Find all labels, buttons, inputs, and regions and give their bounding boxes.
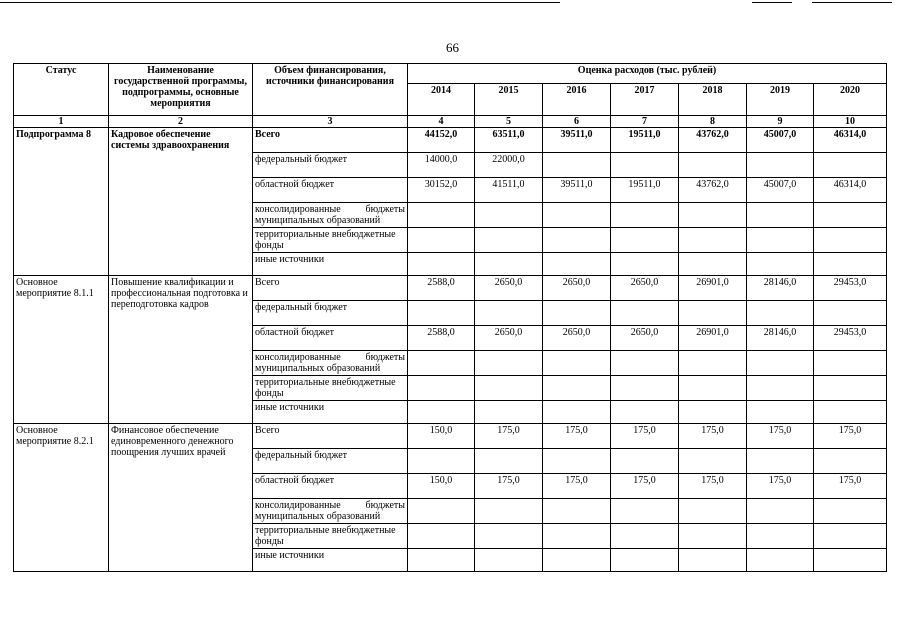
amount-cell	[747, 499, 814, 524]
source-municipal-line2: муниципальных образований	[255, 511, 381, 522]
amount-cell	[679, 228, 747, 253]
header-name: Наименование государственной программы, подпрограммы, основные мероприятия	[109, 64, 253, 116]
row-total	[14, 128, 887, 153]
amount-cell	[543, 253, 611, 276]
source-municipal-line2: муниципальных образований	[255, 363, 381, 374]
amount-cell	[408, 253, 475, 276]
amount-cell	[814, 153, 887, 178]
col-number: 5	[475, 116, 543, 128]
amount-cell	[475, 376, 543, 401]
amount-cell	[611, 228, 679, 253]
amount-cell: 2650,0	[543, 326, 611, 351]
amount-cell	[611, 376, 679, 401]
amount-cell: 46314,0	[814, 178, 887, 203]
source-offbudget: территориальные внебюджетные фонды	[253, 228, 408, 253]
amount-cell	[611, 499, 679, 524]
amount-cell: 29453,0	[814, 276, 887, 301]
amount-cell: 19511,0	[611, 178, 679, 203]
amount-cell	[475, 301, 543, 326]
amount-cell	[611, 549, 679, 572]
amount-cell	[679, 401, 747, 424]
amount-cell	[475, 449, 543, 474]
amount-cell: 150,0	[408, 424, 475, 449]
amount-cell: 175,0	[814, 474, 887, 499]
amount-cell: 175,0	[611, 474, 679, 499]
amount-cell	[475, 401, 543, 424]
amount-cell: 26901,0	[679, 276, 747, 301]
amount-cell: 28146,0	[747, 276, 814, 301]
amount-cell	[611, 253, 679, 276]
col-number: 2	[109, 116, 253, 128]
col-number: 7	[611, 116, 679, 128]
amount-cell: 175,0	[543, 474, 611, 499]
amount-cell: 44152,0	[408, 128, 475, 153]
amount-cell	[611, 351, 679, 376]
amount-cell	[814, 449, 887, 474]
amount-cell	[408, 549, 475, 572]
source-offbudget: территориальные внебюджетные фонды	[253, 524, 408, 549]
source-municipal	[253, 203, 408, 228]
amount-cell: 30152,0	[408, 178, 475, 203]
amount-cell: 175,0	[747, 474, 814, 499]
col-number: 10	[814, 116, 887, 128]
column-number-row	[14, 116, 887, 128]
amount-cell	[475, 203, 543, 228]
amount-cell	[475, 253, 543, 276]
amount-cell: 175,0	[814, 424, 887, 449]
amount-cell	[543, 524, 611, 549]
amount-cell: 26901,0	[679, 326, 747, 351]
amount-cell: 2588,0	[408, 326, 475, 351]
source-other: иные источники	[253, 401, 408, 424]
amount-cell	[611, 301, 679, 326]
amount-cell	[408, 301, 475, 326]
amount-cell	[747, 549, 814, 572]
source-other: иные источники	[253, 549, 408, 572]
amount-cell	[747, 301, 814, 326]
amount-cell: 175,0	[679, 474, 747, 499]
amount-cell	[814, 203, 887, 228]
amount-cell	[543, 301, 611, 326]
amount-cell	[747, 228, 814, 253]
amount-cell	[814, 524, 887, 549]
amount-cell: 46314,0	[814, 128, 887, 153]
top-rule-right-2	[812, 2, 892, 3]
amount-cell: 2650,0	[475, 276, 543, 301]
amount-cell: 2650,0	[543, 276, 611, 301]
amount-cell	[747, 203, 814, 228]
amount-cell: 29453,0	[814, 326, 887, 351]
header-row	[14, 64, 887, 84]
source-municipal	[253, 499, 408, 524]
amount-cell	[814, 401, 887, 424]
source-regional: областной бюджет	[253, 326, 408, 351]
amount-cell: 19511,0	[611, 128, 679, 153]
amount-cell: 28146,0	[747, 326, 814, 351]
amount-cell	[679, 203, 747, 228]
amount-cell	[408, 524, 475, 549]
col-number: 4	[408, 116, 475, 128]
amount-cell	[814, 376, 887, 401]
amount-cell: 2650,0	[611, 326, 679, 351]
amount-cell: 43762,0	[679, 128, 747, 153]
source-municipal	[253, 351, 408, 376]
source-other: иные источники	[253, 253, 408, 276]
amount-cell: 175,0	[543, 424, 611, 449]
amount-cell	[543, 401, 611, 424]
amount-cell	[408, 351, 475, 376]
year-header: 2020	[814, 84, 887, 116]
amount-cell	[408, 449, 475, 474]
source-offbudget: территориальные внебюджетные фонды	[253, 376, 408, 401]
amount-cell: 175,0	[747, 424, 814, 449]
year-header: 2017	[611, 84, 679, 116]
year-header: 2019	[747, 84, 814, 116]
amount-cell	[475, 524, 543, 549]
amount-cell	[679, 549, 747, 572]
amount-cell	[611, 153, 679, 178]
amount-cell: 2588,0	[408, 276, 475, 301]
amount-cell	[679, 499, 747, 524]
amount-cell	[814, 228, 887, 253]
amount-cell	[543, 449, 611, 474]
year-header: 2016	[543, 84, 611, 116]
source-federal: федеральный бюджет	[253, 449, 408, 474]
program-name-cell: Повышение квалификации и профессиональная подготовка и переподготовка кадров	[109, 276, 253, 424]
amount-cell: 2650,0	[475, 326, 543, 351]
amount-cell	[814, 253, 887, 276]
header-status: Статус	[14, 64, 109, 116]
amount-cell: 39511,0	[543, 128, 611, 153]
source-regional: областной бюджет	[253, 178, 408, 203]
amount-cell	[475, 549, 543, 572]
source-total: Всего	[253, 276, 408, 301]
amount-cell: 175,0	[475, 424, 543, 449]
top-rule-right	[752, 2, 792, 3]
amount-cell	[408, 203, 475, 228]
amount-cell	[814, 549, 887, 572]
amount-cell	[543, 549, 611, 572]
amount-cell	[408, 401, 475, 424]
amount-cell	[475, 228, 543, 253]
source-total: Всего	[253, 424, 408, 449]
amount-cell	[543, 228, 611, 253]
amount-cell: 22000,0	[475, 153, 543, 178]
amount-cell	[679, 351, 747, 376]
source-regional: областной бюджет	[253, 474, 408, 499]
top-rule	[0, 2, 560, 3]
program-name-cell: Финансовое обеспечение единовременного денежного поощрения лучших врачей	[109, 424, 253, 572]
row-total	[14, 276, 887, 301]
source-municipal-line1: консолидированные бюджеты	[255, 352, 405, 363]
header-expenses: Оценка расходов (тыс. рублей)	[408, 64, 887, 84]
amount-cell	[543, 499, 611, 524]
amount-cell	[611, 203, 679, 228]
year-header: 2018	[679, 84, 747, 116]
status-cell: Основное мероприятие 8.2.1	[14, 424, 109, 572]
amount-cell: 41511,0	[475, 178, 543, 203]
year-header: 2015	[475, 84, 543, 116]
amount-cell: 14000,0	[408, 153, 475, 178]
col-number: 1	[14, 116, 109, 128]
amount-cell	[543, 153, 611, 178]
amount-cell	[747, 253, 814, 276]
amount-cell	[747, 401, 814, 424]
col-number: 3	[253, 116, 408, 128]
budget-table	[13, 63, 887, 572]
source-municipal-line2: муниципальных образований	[255, 215, 381, 226]
amount-cell: 175,0	[475, 474, 543, 499]
amount-cell	[679, 301, 747, 326]
amount-cell: 2650,0	[611, 276, 679, 301]
amount-cell	[543, 203, 611, 228]
amount-cell	[679, 524, 747, 549]
amount-cell: 43762,0	[679, 178, 747, 203]
amount-cell	[679, 376, 747, 401]
source-federal: федеральный бюджет	[253, 301, 408, 326]
amount-cell	[814, 351, 887, 376]
amount-cell	[747, 351, 814, 376]
amount-cell	[408, 499, 475, 524]
amount-cell	[475, 351, 543, 376]
amount-cell	[611, 449, 679, 474]
col-number: 9	[747, 116, 814, 128]
amount-cell	[814, 499, 887, 524]
amount-cell: 175,0	[611, 424, 679, 449]
amount-cell: 175,0	[679, 424, 747, 449]
source-total: Всего	[253, 128, 408, 153]
amount-cell	[543, 351, 611, 376]
amount-cell	[408, 228, 475, 253]
amount-cell	[814, 301, 887, 326]
amount-cell	[679, 153, 747, 178]
col-number: 8	[679, 116, 747, 128]
amount-cell: 45007,0	[747, 128, 814, 153]
amount-cell	[747, 524, 814, 549]
amount-cell: 150,0	[408, 474, 475, 499]
amount-cell	[475, 499, 543, 524]
amount-cell: 45007,0	[747, 178, 814, 203]
program-name-cell: Кадровое обеспечение системы здравоохранения	[109, 128, 253, 276]
source-municipal-line1: консолидированные бюджеты	[255, 204, 405, 215]
status-cell: Основное мероприятие 8.1.1	[14, 276, 109, 424]
header-funding: Объем финансирования, источники финансирования	[253, 64, 408, 116]
amount-cell	[679, 253, 747, 276]
page-number: 66	[446, 40, 459, 55]
amount-cell	[747, 376, 814, 401]
amount-cell	[543, 376, 611, 401]
row-total	[14, 424, 887, 449]
amount-cell: 39511,0	[543, 178, 611, 203]
amount-cell	[747, 153, 814, 178]
status-cell: Подпрограмма 8	[14, 128, 109, 276]
amount-cell	[611, 524, 679, 549]
amount-cell	[747, 449, 814, 474]
source-federal: федеральный бюджет	[253, 153, 408, 178]
year-header: 2014	[408, 84, 475, 116]
source-municipal-line1: консолидированные бюджеты	[255, 500, 405, 511]
amount-cell	[679, 449, 747, 474]
amount-cell	[408, 376, 475, 401]
col-number: 6	[543, 116, 611, 128]
amount-cell: 63511,0	[475, 128, 543, 153]
amount-cell	[611, 401, 679, 424]
